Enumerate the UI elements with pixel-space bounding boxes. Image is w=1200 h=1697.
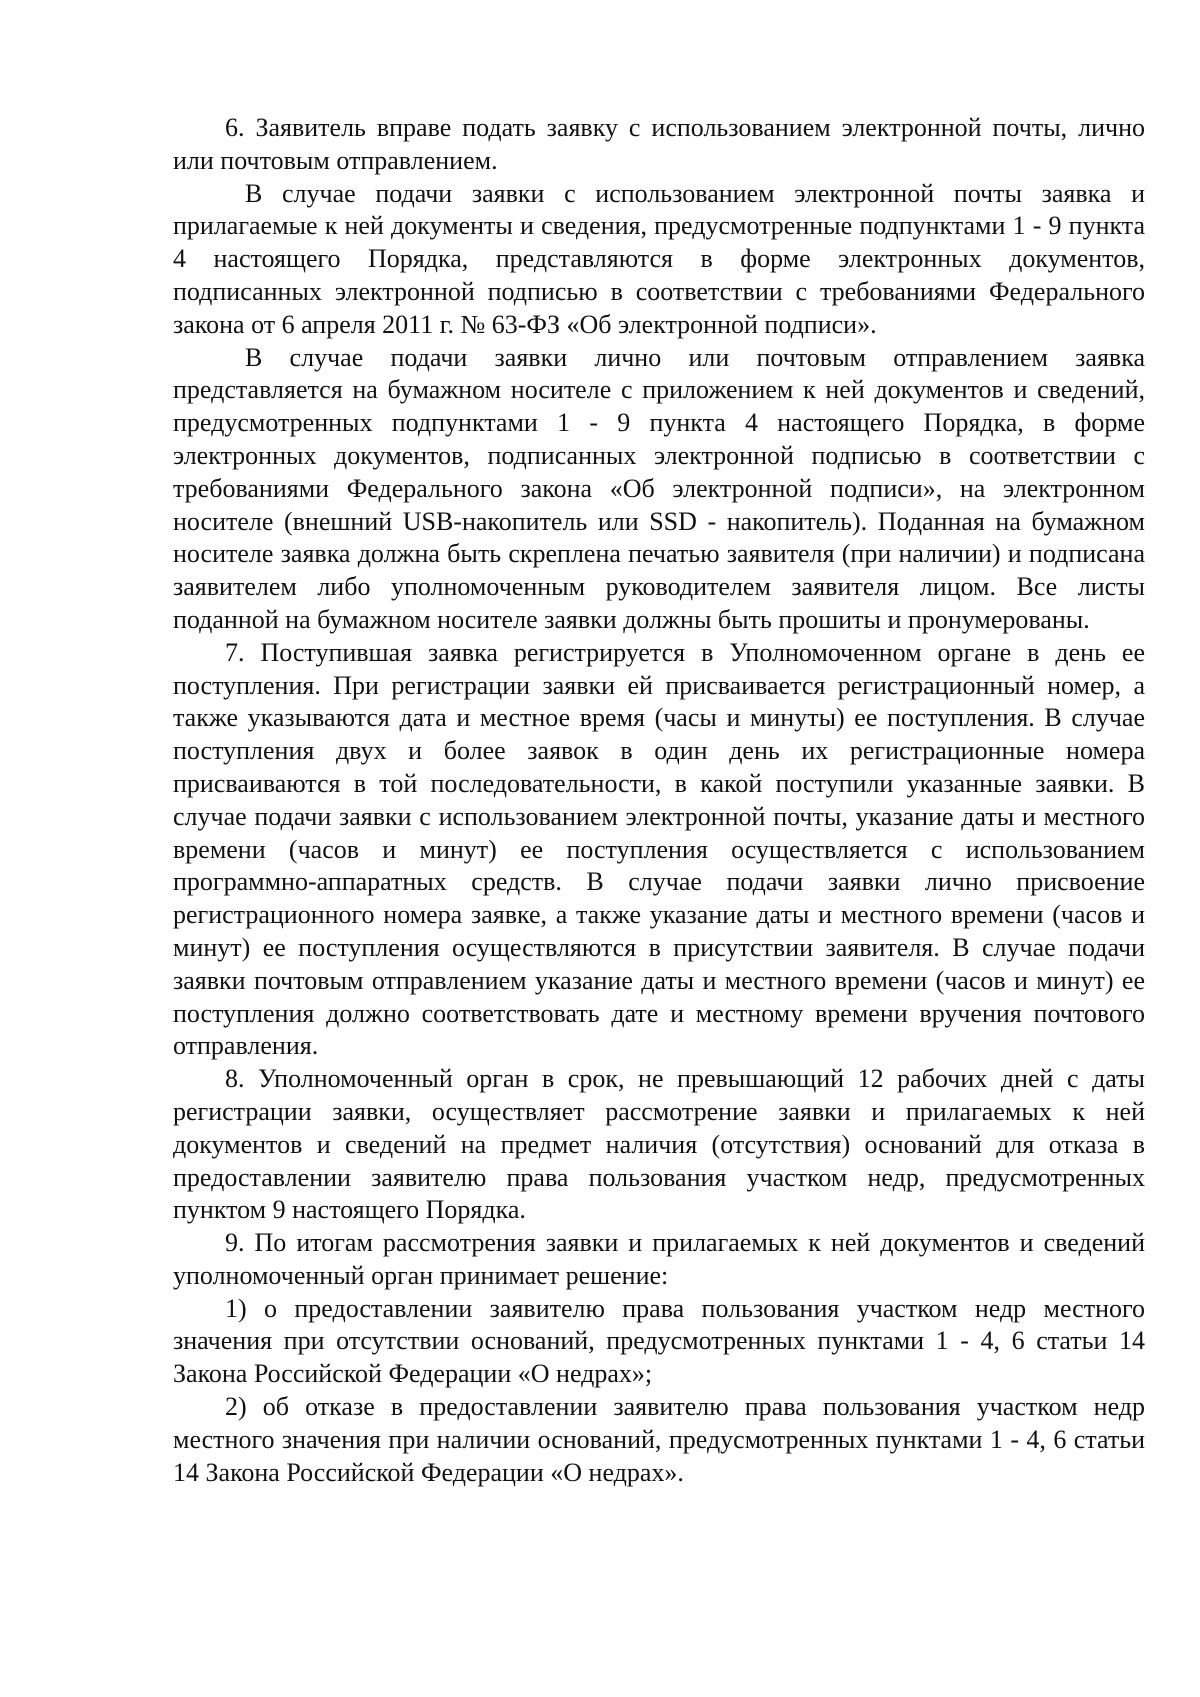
paragraph-item-9-sub-2: 2) об отказе в предоставлении заявителю права пользования участком недр местного значения при наличии оснований, предусмотренных пунктами 1 - 4, 6 статьи 14 Закона Российской Федерации «О недрах». bbox=[173, 1392, 1145, 1487]
document-page bbox=[173, 112, 1145, 1489]
paragraph-item-9-sub-1: 1) о предоставлении заявителю права пользования участком недр местного значения при отсутствии оснований, предусмотренных пунктами 1 - 4, 6 статьи 14 Закона Российской Федерации «О недрах»; bbox=[173, 1293, 1145, 1389]
paragraph-item-9: 9. По итогам рассмотрения заявки и прилагаемых к ней документов и сведений уполномоченный орган принимает решение: bbox=[173, 1228, 1145, 1290]
paragraph-item-7: 7. Поступившая заявка регистрируется в Уполномоченном органе в день ее поступления. При регистрации заявки ей присваивается регистрационный номер, а также указываются дата и местное время (часы и минуты) ее поступления. В случае поступления двух и более заявок в один день их регистрационные номера присваиваются в той последовательности, в какой поступили указанные заявки. В случае подачи заявки с использованием электронной почты, указание даты и местного времени (часов и минут) ее поступления осуществляется с использованием программно-аппаратных средств. В случае подачи заявки лично присвоение регистрационного номера заявке, а также указание даты и местного времени (часов и минут) ее поступления осуществляются в присутствии заявителя. В случае подачи заявки почтовым отправлением указание даты и местного времени (часов и минут) ее поступления должно соответствовать дате и местному времени вручения почтового отправления. bbox=[173, 637, 1145, 1061]
paragraph-item-6: 6. Заявитель вправе подать заявку с использованием электронной почты, лично или почтовым отправлением. bbox=[173, 113, 1145, 175]
paragraph-paper-submission: В случае подачи заявки лично или почтовым отправлением заявка представляется на бумажном носителе с приложением к ней документов и сведений, предусмотренных подпунктами 1 - 9 пункта 4 настоящего Порядка, в форме электронных документов, подписанных электронной подписью в соответствии с требованиями Федерального закона «Об электронной подписи», на электронном носителе (внешний USB-накопитель или SSD - накопитель). Поданная на бумажном носителе заявка должна быть скреплена печатью заявителя (при наличии) и подписана заявителем либо уполномоченным руководителем заявителя лицом. Все листы поданной на бумажном носителе заявки должны быть прошиты и пронумерованы. bbox=[173, 342, 1145, 634]
paragraph-email-submission: В случае подачи заявки с использованием электронной почты заявка и прилагаемые к ней документы и сведения, предусмотренные подпунктами 1 - 9 пункта 4 настоящего Порядка, представляются в форме электронных документов, подписанных электронной подписью в соответствии с требованиями Федерального закона от 6 апреля 2011 г. № 63-ФЗ «Об электронной подписи». bbox=[173, 178, 1145, 339]
paragraph-item-8: 8. Уполномоченный орган в срок, не превышающий 12 рабочих дней с даты регистрации заявки, осуществляет рассмотрение заявки и прилагаемых к ней документов и сведений на предмет наличия (отсутствия) оснований для отказа в предоставлении заявителю права пользования участком недр, предусмотренных пунктом 9 настоящего Порядка. bbox=[173, 1064, 1145, 1225]
